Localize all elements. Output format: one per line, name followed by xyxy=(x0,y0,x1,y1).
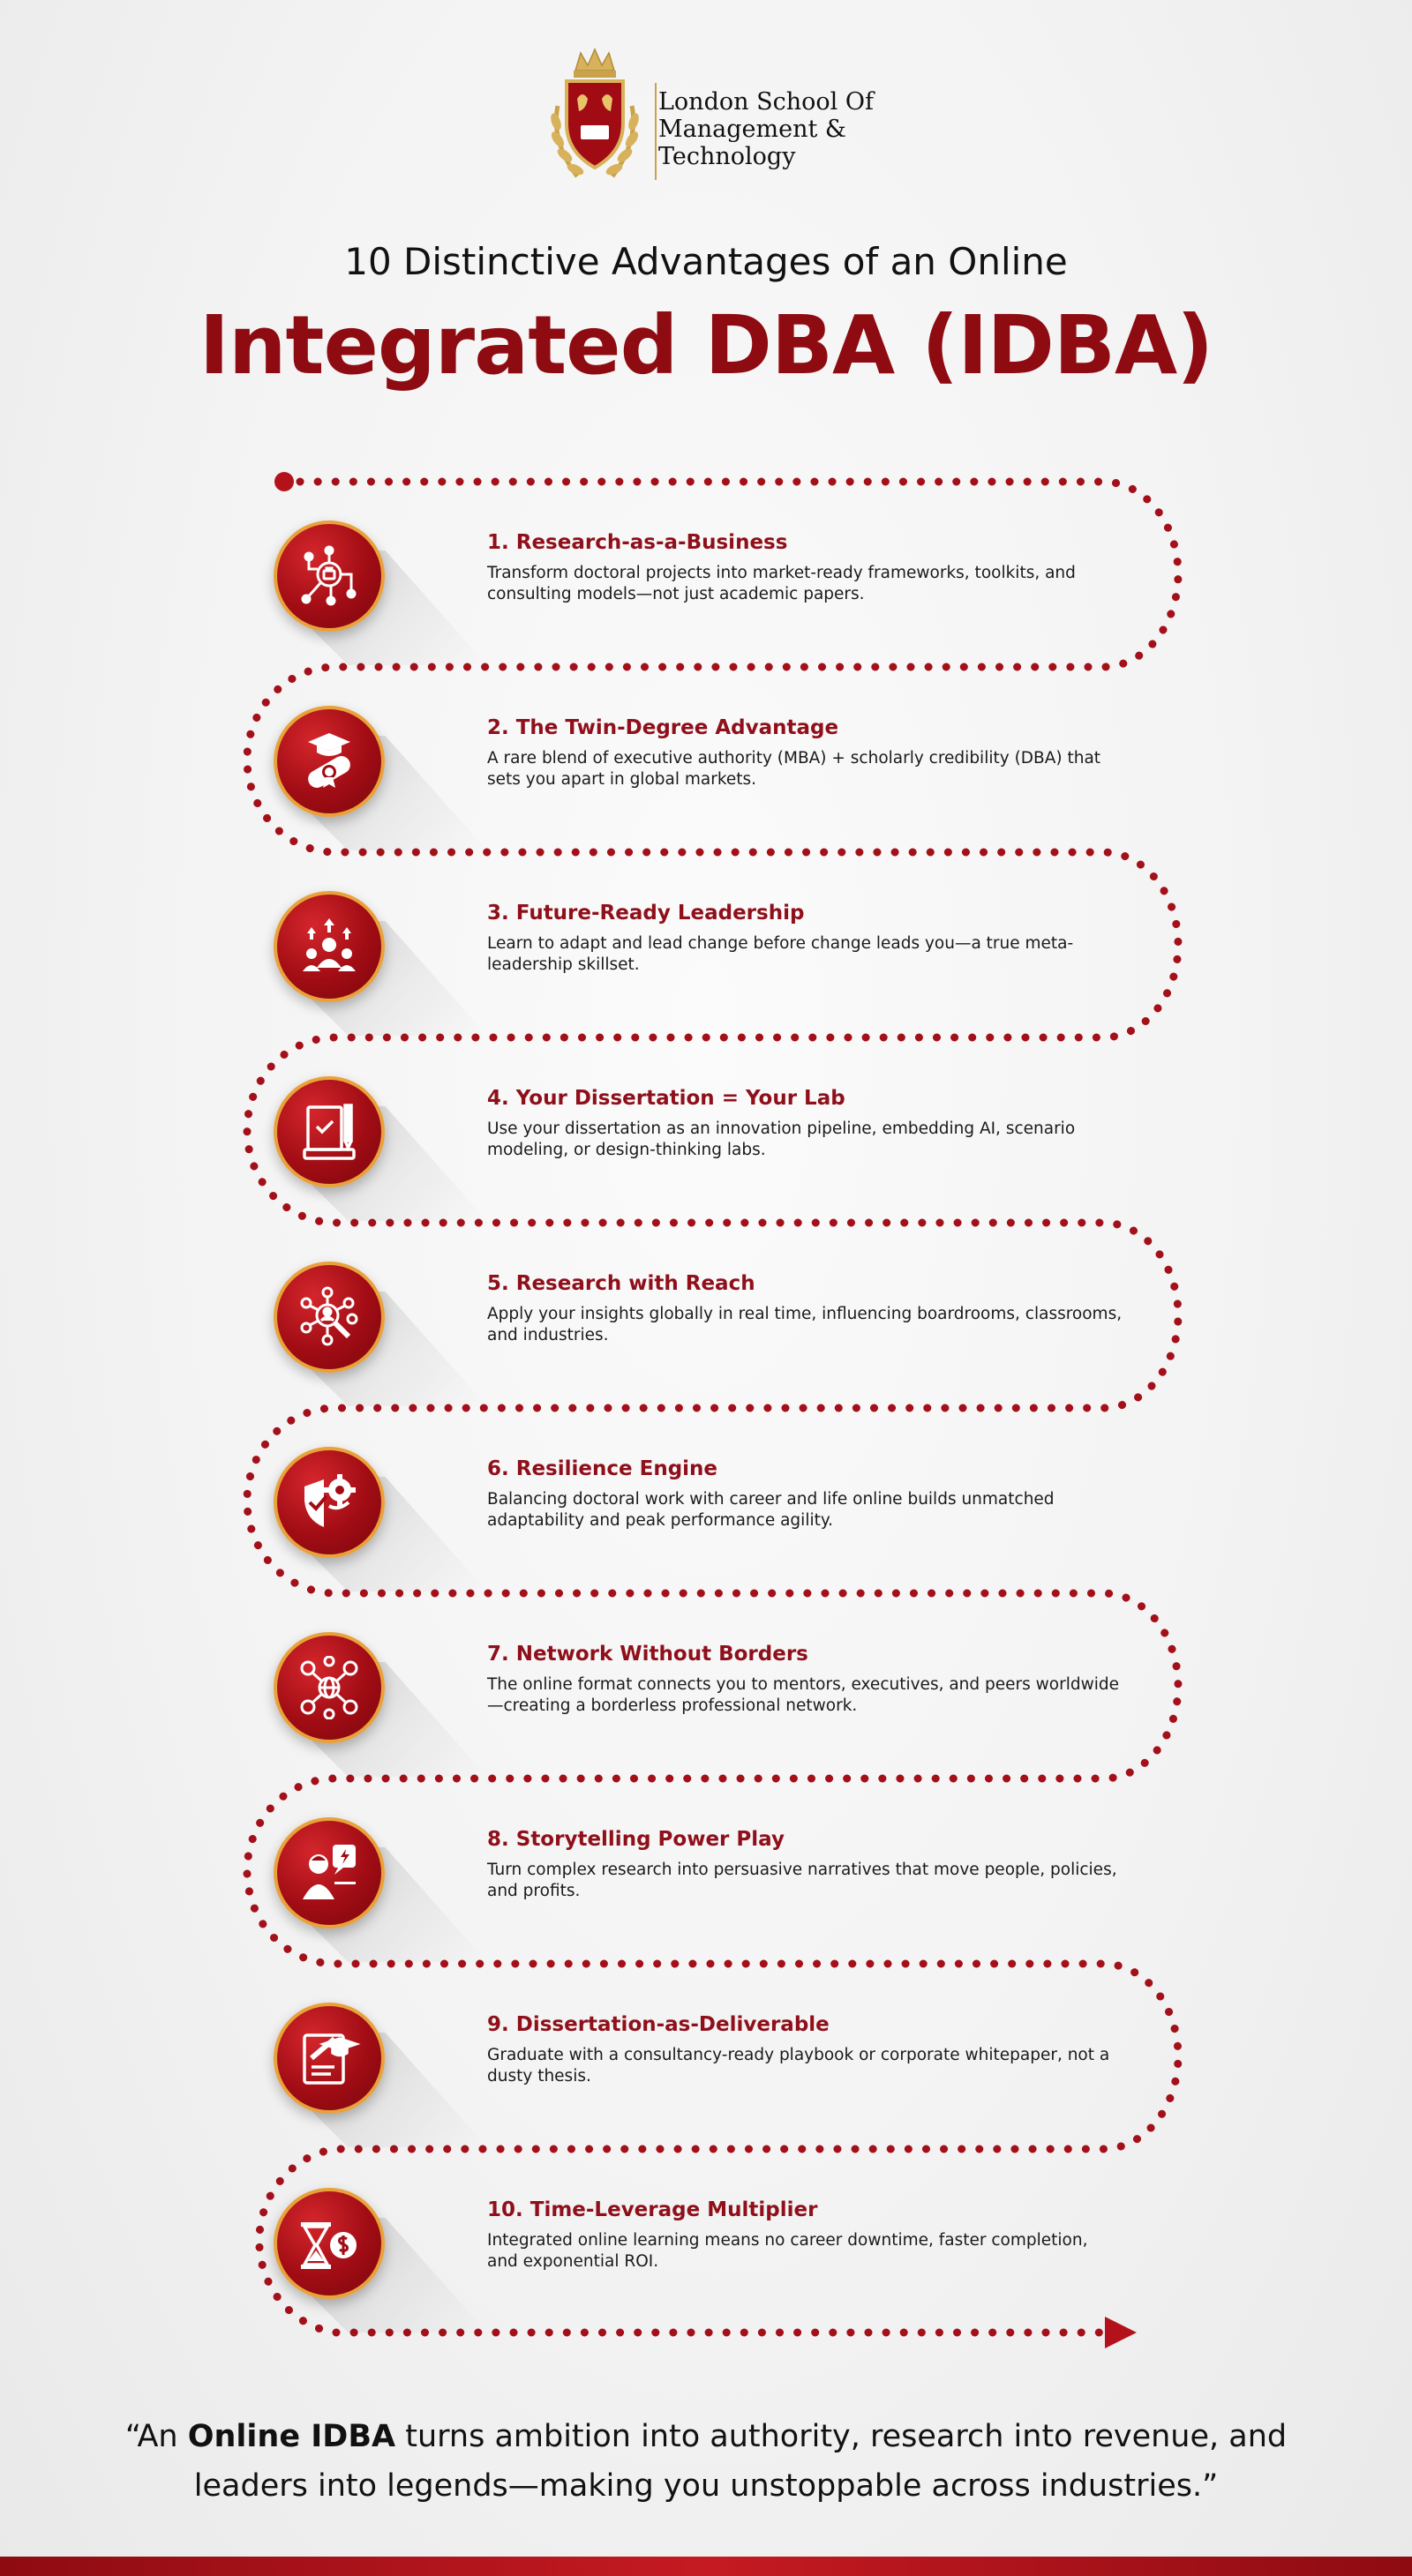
advantage-title: 8. Storytelling Power Play xyxy=(487,1828,785,1851)
closing-quote xyxy=(106,2412,1306,2511)
leadership-growth-icon xyxy=(297,915,361,978)
advantage-item xyxy=(0,2003,1412,2179)
advantage-item xyxy=(0,891,1412,1067)
advantage-title: 2. The Twin-Degree Advantage xyxy=(487,716,839,739)
advantage-title: 9. Dissertation-as-Deliverable xyxy=(487,2013,830,2036)
advantage-item xyxy=(0,2188,1412,2364)
advantage-description: Balancing doctoral work with career and life online builds unmatched adaptability and peak performance agility. xyxy=(487,1490,1055,1530)
advantage-badge xyxy=(274,1262,385,1373)
advantage-badge xyxy=(274,706,385,817)
school-name-line: London School Of xyxy=(658,88,874,116)
advantage-item xyxy=(0,520,1412,697)
advantage-description: Learn to adapt and lead change before change leads you—a true meta-leadership skillset. xyxy=(487,934,1074,974)
advantage-title: 6. Resilience Engine xyxy=(487,1457,718,1480)
hourglass-dollar-icon xyxy=(297,2212,361,2275)
advantage-badge xyxy=(274,1817,385,1928)
advantage-title: 1. Research-as-a-Business xyxy=(487,531,788,554)
advantage-item xyxy=(0,1817,1412,1994)
advantage-title: 4. Your Dissertation = Your Lab xyxy=(487,1087,845,1110)
advantage-description: A rare blend of executive authority (MBA) + scholarly credibility (DBA) that sets you apart in global markets. xyxy=(487,749,1101,789)
advantage-badge xyxy=(274,2188,385,2299)
advantage-item xyxy=(0,1632,1412,1808)
advantage-description: Apply your insights globally in real time, influencing boardrooms, classrooms, and industries. xyxy=(487,1305,1123,1344)
advantage-badge xyxy=(274,891,385,1002)
quote-rest: turns ambition into authority, research into revenue, and leaders into legends—making you unstoppable across industries.” xyxy=(193,2419,1288,2504)
shield-gear-icon xyxy=(297,1471,361,1534)
advantage-description: Use your dissertation as an innovation pipeline, embedding AI, scenario modeling, or design-thinking labs. xyxy=(487,1120,1076,1159)
dissertation-lab-icon xyxy=(297,1100,361,1164)
advantage-item xyxy=(0,1262,1412,1438)
diploma-cap-icon xyxy=(297,730,361,793)
bottom-brand-bar xyxy=(0,2557,1412,2576)
advantage-description: The online format connects you to mentors, executives, and peers worldwide—creating a borderless professional network. xyxy=(487,1675,1119,1715)
advantage-badge xyxy=(274,1632,385,1743)
quote-highlight: Online IDBA xyxy=(187,2419,396,2454)
advantage-item xyxy=(0,1447,1412,1623)
advantage-title: 7. Network Without Borders xyxy=(487,1643,808,1666)
advantage-description: Transform doctoral projects into market-ready frameworks, toolkits, and consulting models—not just academic papers. xyxy=(487,564,1076,603)
advantage-item xyxy=(0,1076,1412,1253)
school-name-line: Management & xyxy=(658,116,846,143)
advantage-description: Turn complex research into persuasive narratives that move people, policies, and profits. xyxy=(487,1861,1117,1900)
global-network-icon xyxy=(297,1656,361,1719)
page-subtitle: 10 Distinctive Advantages of an Online xyxy=(344,240,1068,283)
advantage-description: Integrated online learning means no career downtime, faster completion, and exponential ROI. xyxy=(487,2231,1088,2271)
advantage-item xyxy=(0,706,1412,882)
advantage-title: 5. Research with Reach xyxy=(487,1272,755,1295)
document-cap-icon xyxy=(297,2026,361,2090)
quote-open: “An xyxy=(124,2419,188,2454)
advantage-badge xyxy=(274,1447,385,1558)
reach-network-icon xyxy=(297,1285,361,1349)
advantage-badge xyxy=(274,1076,385,1187)
page-title: Integrated DBA (IDBA) xyxy=(199,298,1213,393)
advantage-badge xyxy=(274,2003,385,2114)
school-name-line: Technology xyxy=(658,143,796,170)
advantage-description: Graduate with a consultancy-ready playbook or corporate whitepaper, not a dusty thesis. xyxy=(487,2046,1110,2086)
advantage-badge xyxy=(274,520,385,632)
research-network-icon xyxy=(297,544,361,608)
advantage-title: 3. Future-Ready Leadership xyxy=(487,902,805,925)
advantage-title: 10. Time-Leverage Multiplier xyxy=(487,2198,818,2221)
speaker-icon xyxy=(297,1841,361,1905)
